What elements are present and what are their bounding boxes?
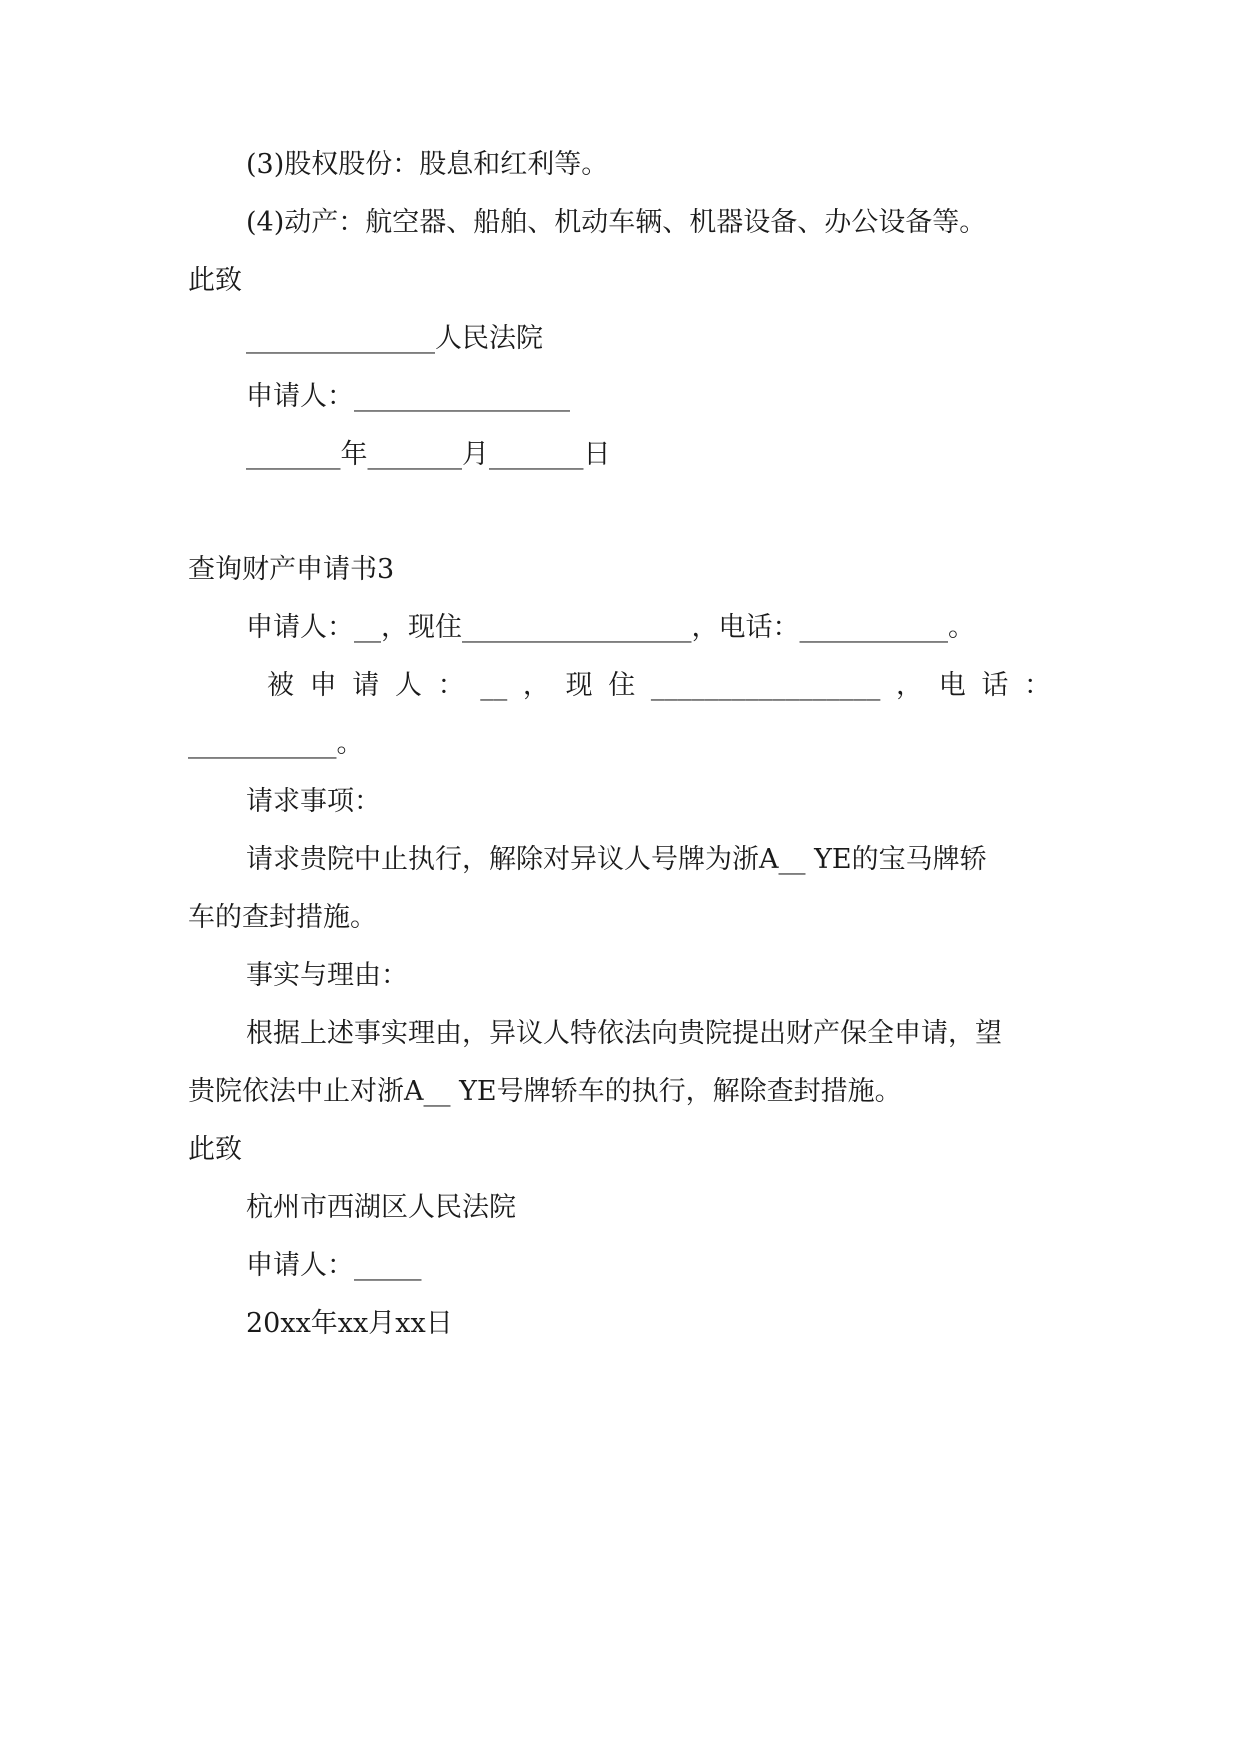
- date-line: _______年_______月_______日: [246, 439, 611, 470]
- facts-body-continued: 贵院依法中止对浙A__ YE号牌轿车的执行，解除查封措施。: [188, 1076, 902, 1107]
- court-name: ______________人民法院: [246, 323, 543, 354]
- requests-body-continued: 车的查封措施。: [188, 902, 377, 933]
- property-item-3: (3)股权股份：股息和红利等。: [246, 149, 609, 180]
- applicant-signature: 申请人：_____: [246, 1250, 422, 1281]
- section-title: 查询财产申请书3: [188, 554, 395, 585]
- facts-heading: 事实与理由：: [246, 960, 408, 991]
- facts-body: 根据上述事实理由，异议人特依法向贵院提出财产保全申请，望: [246, 1018, 1002, 1049]
- requests-body: 请求贵院中止执行，解除对异议人号牌为浙A__ YE的宝马牌轿: [246, 844, 987, 875]
- applicant-signature: 申请人：________________: [246, 381, 570, 412]
- applicant-line: 申请人：__，现住_________________，电话：___________。: [246, 612, 975, 643]
- date-line: 20xx年xx月xx日: [246, 1308, 453, 1339]
- respondent-line-continued: ___________。: [188, 728, 364, 759]
- requests-heading: 请求事项：: [246, 786, 381, 817]
- respondent-line: 被申请人：__，现住_________________，电话：: [267, 670, 1051, 701]
- salutation: 此致: [188, 265, 242, 296]
- court-name: 杭州市西湖区人民法院: [246, 1192, 516, 1223]
- salutation: 此致: [188, 1134, 242, 1165]
- property-item-4: (4)动产：航空器、船舶、机动车辆、机器设备、办公设备等。: [246, 207, 987, 238]
